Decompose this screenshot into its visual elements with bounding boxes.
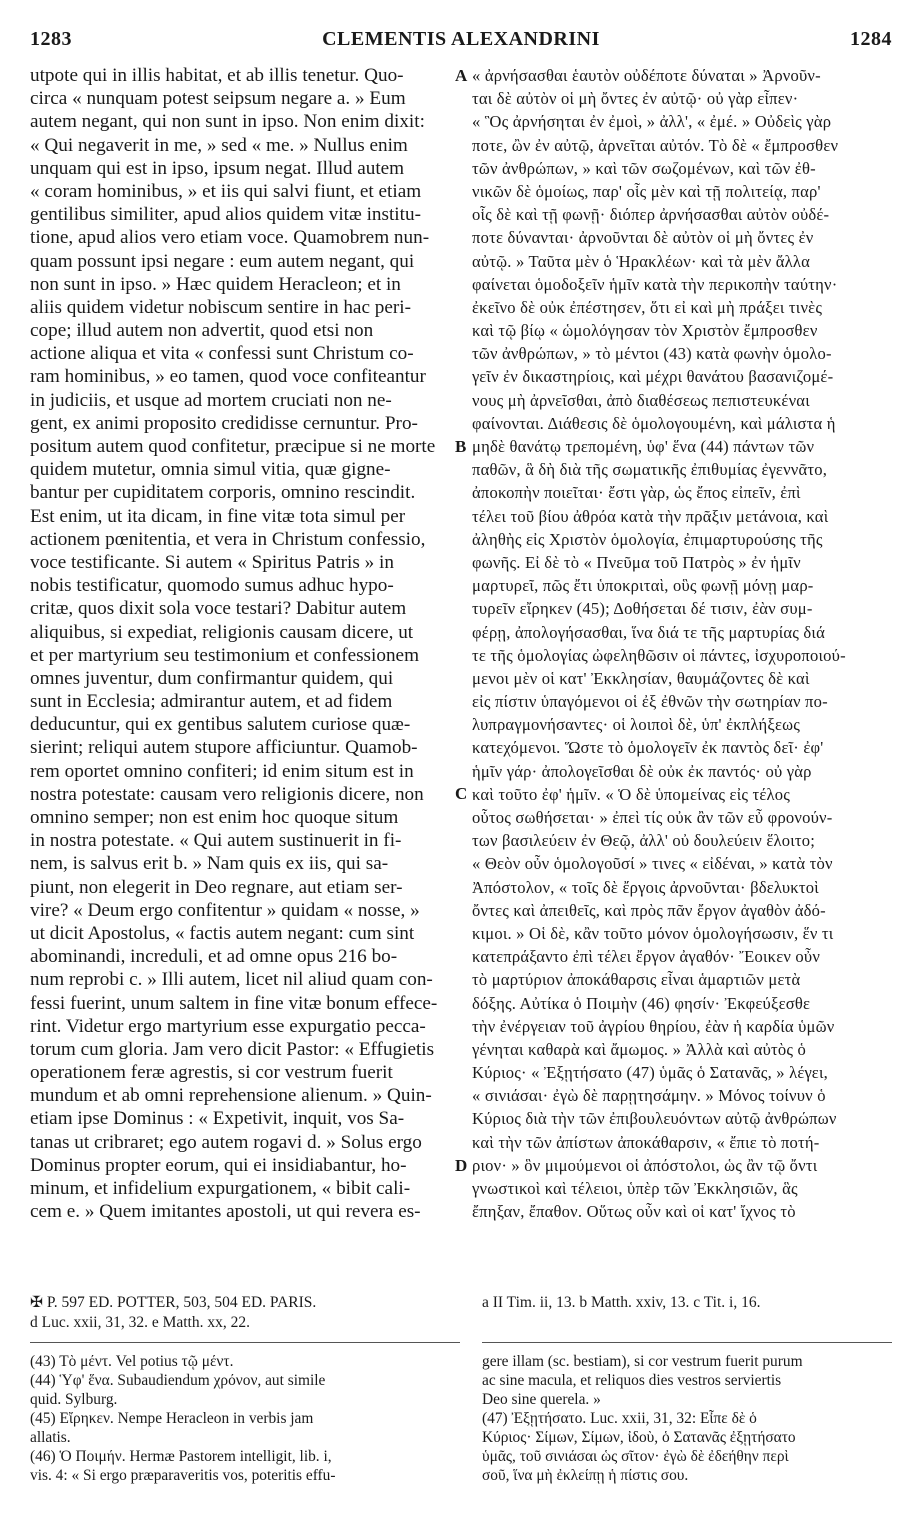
- text-line: unquam qui est in ipso, ipsum negat. Illud autem: [30, 157, 405, 179]
- text-line: nem, is salvus erit b. » Nam quis ex iis, qui sa-: [30, 853, 389, 875]
- text-line: οὗτος σωθήσεται· » ἐπεὶ τίς οὐκ ἂν τῶν εὖ φρονούν-: [472, 808, 833, 827]
- text-line: circa « nunquam potest seipsum negare a. » Eum: [30, 88, 406, 110]
- note-line: σοῦ, ἵνα μὴ ἐκλείπῃ ἡ πίστις σου.: [482, 1467, 689, 1484]
- text-line: et per martyrium seu testimonium et confessionem: [30, 644, 419, 666]
- text-line: gentilibus similiter, apud alios quidem vitæ institu-: [30, 204, 421, 226]
- text-line: ὄντες καὶ ἀπειθεῖς, καὶ πρὸς πᾶν ἔργον ἀγαθὸν ἀδό-: [472, 900, 826, 920]
- text-line: ram hominibus, » eo tamen, quod voce confiteantur: [30, 366, 426, 388]
- text-line: ἀληθὴς εἰς Χριστὸν ὁμολογία, ἐπιμαρτυρούσης τῆς: [472, 529, 823, 549]
- text-line: « Θεὸν οὖν ὁμολογοῦσί » τινες « εἰδέναι, » κατὰ τὸν: [472, 854, 833, 874]
- text-line: fessi fuerint, unum saltem in fine vitæ bonum effece-: [30, 992, 438, 1014]
- text-line: rint. Videtur ergo martyrium esse expurgatio pecca-: [30, 1015, 426, 1037]
- text-line: Κύριος διὰ τὴν τῶν ἐπιβουλευόντων αὐτῷ ἀνθρώπων: [472, 1109, 837, 1129]
- text-line: « Qui negaverit in me, » sed « me. » Nullus enim: [30, 134, 408, 156]
- note-line: gere illam (sc. bestiam), si cor vestrum fuerit purum: [482, 1353, 803, 1370]
- text-line: nobis testificatur, quomodo sumus adhuc hypo-: [30, 575, 394, 597]
- text-line: « Ὃς ἀρνήσηται ἐν ἐμοὶ, » ἀλλ', « ἐμέ. » Οὐδεὶς γὰρ: [472, 112, 832, 132]
- text-line: λυπραγμονήσαντες· οἱ λοιποὶ δὲ, ὑπ' ἐκπλήξεως: [472, 715, 801, 735]
- text-line: Ἀπόστολον, « τοῖς δὲ ἔργοις ἀρνοῦνται· βδελυκτοὶ: [472, 877, 819, 897]
- text-line: etiam ipse Dominus : « Expetivit, inquit, vos Sa-: [30, 1108, 405, 1130]
- text-line: ut dicit Apostolus, « factis autem negant: cum sint: [30, 922, 415, 944]
- text-line: tione, apud alios vero etiam voce. Quamobrem nun-: [30, 227, 430, 249]
- text-line: aliquibus, si expediat, religionis causam dicere, ut: [30, 621, 414, 643]
- text-line: operationem feræ agrestis, si cor vestrum fuerit: [30, 1062, 393, 1084]
- text-line: autem negant, qui non sunt in ipso. Non enim dixit:: [30, 111, 425, 133]
- margin-marker-d: D: [455, 1156, 468, 1175]
- text-line: piunt, non elegerit in Deo regnare, aut etiam ser-: [30, 876, 403, 898]
- running-title: CLEMENTIS ALEXANDRINI: [322, 28, 600, 50]
- text-line: τέλει τοῦ βίου ἀθρόα κατὰ τὴν πρᾶξιν μετάνοια, καὶ: [472, 506, 829, 526]
- text-line: τὴν ἐνέργειαν τοῦ ἀγρίου θηρίου, ἐὰν ἡ καρδία ὑμῶν: [472, 1016, 835, 1036]
- text-line: καὶ τῷ βίῳ « ὡμολόγησαν τὸν Χριστὸν ἔμπροσθεν: [472, 321, 818, 341]
- page-number-left: 1283: [30, 28, 72, 50]
- note-line: ac sine macula, et reliquos dies vestros serviertis: [482, 1372, 782, 1389]
- text-line: τῶν ἀνθρώπων, » τὸ μέντοι (43) κατὰ φωνὴν ὁμολο-: [472, 344, 832, 364]
- text-line: Κύριος· « Ἐξῃτήσατο (47) ὑμᾶς ὁ Σατανᾶς, » λέγει,: [472, 1063, 828, 1083]
- text-line: ποτε, ὢν ἐν αὐτῷ, ἀρνεῖται αὐτόν. Τὸ δὲ « ἔμπροσθεν: [472, 135, 839, 155]
- text-line: « ἀρνήσασθαι ἑαυτὸν οὐδέποτε δύναται » Ἀρνοῦν-: [472, 66, 821, 85]
- text-line: utpote qui in illis habitat, et ab illis tenetur. Quo-: [30, 65, 404, 86]
- text-line: παθῶν, ἃ δὴ διὰ τῆς σωματικῆς ἐπιθυμίας ἐγεννᾶτο,: [472, 460, 828, 480]
- text-line: vire? « Deum ergo confitentur » quidam « nosse, »: [30, 899, 420, 921]
- text-line: τῶν ἀνθρώπων, » καὶ τῶν σωζομένων, καὶ τῶν ἐθ-: [472, 158, 816, 178]
- note-line: Deo sine querela. »: [482, 1391, 601, 1408]
- note-line: Κύριος· Σίμων, Σίμων, ἰδοὺ, ὁ Σατανᾶς ἐξῃτήσατο: [482, 1429, 796, 1446]
- note-line: (44) Ὑφ' ἕνα. Subaudiendum χρόνον, aut simile: [30, 1372, 326, 1389]
- text-line: γένηται καθαρὰ καὶ ἄμωμος. » Ἀλλὰ καὶ αὐτὸς ὁ: [472, 1039, 807, 1059]
- footnote-line: a II Tim. ii, 13. b Matth. xxiv, 13. c Tit. i, 16.: [482, 1294, 761, 1311]
- note-line: (43) Τὸ μέντ. Vel potius τῷ μέντ.: [30, 1353, 234, 1370]
- margin-marker-c: C: [455, 784, 468, 803]
- text-line: αὐτῷ. » Ταῦτα μὲν ὁ Ἡρακλέων· καὶ τὰ μὲν ἄλλα: [472, 251, 811, 271]
- margin-marker-b: B: [455, 437, 467, 456]
- text-line: ριον· » ὃν μιμούμενοι οἱ ἀπόστολοι, ὡς ἂν τῷ ὄντι: [472, 1155, 818, 1175]
- text-line: ποτε δύνανται· ἀρνοῦνται δὲ αὐτὸν οἱ μὴ ὄντες ἐν: [472, 228, 814, 248]
- editorial-notes-right: [482, 1352, 892, 1485]
- text-line: rem oportet omnino confiteri; id enim situm est in: [30, 760, 414, 782]
- text-line: δόξης. Αὐτίκα ὁ Ποιμὴν (46) φησίν· Ἐκφεύξεσθε: [472, 993, 811, 1013]
- text-line: φαίνονται. Διάθεσις δὲ ὁμολογουμένη, καὶ μάλιστα ἡ: [472, 413, 836, 433]
- text-line: bantur per cupiditatem corporis, omnino rescindit.: [30, 482, 416, 504]
- text-line: καὶ τὴν τῶν ἀπίστων ἀποκάθαρσιν, « ἔπιε τὸ ποτή-: [472, 1132, 820, 1152]
- text-line: quidem mutetur, omnia simul vitia, quæ gigne-: [30, 459, 391, 481]
- text-line: critæ, quos dixit sola voce testari? Dabitur autem: [30, 598, 407, 620]
- text-line: Dominus propter eorum, qui ei insidiabantur, ho-: [30, 1154, 407, 1176]
- text-line: actionem pœnitentia, et vera in Christum confessio,: [30, 528, 426, 550]
- text-line: sunt in Ecclesia; admirantur autem, et ad fidem: [30, 691, 393, 713]
- text-line: actione aliqua et vita « confessi sunt Christum co-: [30, 343, 414, 365]
- text-line: omnes juventur, dum confirmantur quidem, qui: [30, 667, 394, 689]
- note-line: (47) Ἐξῃτήσατο. Luc. xxii, 31, 32: Εἶπε δὲ ὁ: [482, 1410, 757, 1427]
- text-line: φαίνεται ὁμοδοξεῖν ἡμῖν κατὰ τὴν περικοπὴν ταύτην·: [472, 274, 838, 294]
- note-line: vis. 4: « Si ergo præparaveritis vos, poteritis effu-: [30, 1467, 336, 1484]
- footnotes-left: [30, 1293, 460, 1333]
- text-line: ται δὲ αὐτὸν οἱ μὴ ὄντες ἐν αὐτῷ· οὐ γὰρ εἶπεν·: [472, 89, 799, 109]
- text-line: ἔπηξαν, ἔπαθον. Οὕτως οὖν καὶ οἱ κατ' ἴχνος τὸ: [472, 1202, 796, 1222]
- text-line: κατεχόμενοι. Ὥστε τὸ ὁμολογεῖν ἐκ παντὸς δεῖ· ἐφ': [472, 738, 824, 758]
- footnote-line: d Luc. xxii, 31, 32. e Matth. xx, 22.: [30, 1314, 250, 1331]
- text-line: aliis quidem videtur nobiscum sentire in hac peri-: [30, 296, 411, 318]
- text-line: minum, et infidelium expurgationem, « bibit cali-: [30, 1178, 411, 1199]
- text-line: non sunt in ipso. » Hæc quidem Heracleon; et in: [30, 273, 401, 295]
- text-line: gent, ex animi proposito credidisse cernuntur. Pro-: [30, 412, 418, 434]
- greek-column: [472, 64, 892, 1223]
- text-line: cope; illud autem non advertit, quod etsi non: [30, 320, 374, 342]
- text-line: mundum et ab omni reprehensione alienum. » Quin-: [30, 1085, 432, 1107]
- notes-divider-right: [482, 1342, 892, 1343]
- text-line: τυρεῖν εἴρηκεν (45); Δοθήσεται δέ τισιν, ἐὰν συμ-: [472, 599, 813, 619]
- note-line: (46) Ὁ Ποιμήν. Hermæ Pastorem intelligit, lib. i,: [30, 1448, 332, 1465]
- text-line: οἷς δὲ καὶ τῇ φωνῇ· διόπερ ἀρνήσασθαι αὐτὸν οὐδέ-: [472, 205, 830, 225]
- text-line: ἡμῖν γάρ· ἀπολογεῖσθαι δὲ οὐκ ἐκ παντός· οὐ γὰρ: [472, 761, 812, 781]
- text-line: in judiciis, et usque ad mortem cruciati non ne-: [30, 389, 392, 411]
- text-line: torum cum gloria. Jam vero dicit Pastor: « Effugietis: [30, 1038, 435, 1060]
- text-line: μηδὲ θανάτῳ τρεπομένη, ὑφ' ἕνα (44) πάντων τῶν: [472, 437, 815, 456]
- text-line: voce testificante. Si autem « Spiritus Patris » in: [30, 551, 394, 573]
- footnotes-right: [482, 1293, 892, 1313]
- text-line: κατεπράξαντο ἐπὶ τέλει ἔργον ἀγαθόν· Ἔοικεν οὖν: [472, 947, 821, 967]
- text-line: γεῖν ἐν δικαστηρίοις, καὶ μέχρι θανάτου βασανιζομέ-: [472, 367, 834, 387]
- text-line: num reprobi c. » Illi autem, licet nil aliud quam con-: [30, 969, 433, 991]
- text-line: « coram hominibus, » et iis qui salvi fiunt, et etiam: [30, 180, 422, 202]
- latin-column: [30, 64, 450, 1223]
- text-line: « σινιάσαι· ἐγὼ δὲ παρῃτησάμην. » Μόνος τοίνυν ὁ: [472, 1086, 826, 1106]
- note-line: allatis.: [30, 1429, 71, 1446]
- text-line: νικῶν δὲ ὁμοίως, παρ' οἷς μὲν καὶ τῇ πολιτείᾳ, παρ': [472, 181, 821, 201]
- text-line: εἰς πίστιν ὑπαγόμενοι οἱ ἐξ ἐθνῶν τὴν σωτηρίαν πο-: [472, 692, 828, 712]
- note-line: ὑμᾶς, τοῦ σινιάσαι ὡς σῖτον· ἐγὼ δὲ ἐδεήθην περὶ: [482, 1448, 789, 1465]
- text-line: φέρῃ, ἀπολογήσασθαι, ἵνα διά τε τῆς μαρτυρίας διά: [472, 622, 825, 642]
- footnote-line: ✠ P. 597 ED. POTTER, 503, 504 ED. PARIS.: [30, 1294, 317, 1311]
- text-line: ἀποκοπὴν ποιεῖται· ἔστι γὰρ, ὡς ἔπος εἰπεῖν, ἐπὶ: [472, 483, 801, 503]
- editorial-notes-left: [30, 1352, 460, 1485]
- text-line: μαρτυρεῖ, πῶς ἔτι ὑποκριταὶ, οὓς φωνῇ μόνῃ μαρ-: [472, 576, 814, 596]
- text-line: κιμοι. » Οἱ δὲ, κἂν τοῦτο μόνον ὁμολογήσωσιν, ἕν τι: [472, 923, 834, 943]
- text-line: deducuntur, qui ex gentibus salutem curiose quæ-: [30, 714, 411, 736]
- page-number-right: 1284: [850, 28, 892, 50]
- text-line: ἐκεῖνο δὲ οὐκ ἐπέστησεν, ὅτι εἰ καὶ μὴ πράξει τινὲς: [472, 297, 823, 317]
- text-line: μενοι μὲν οἱ κατ' Ἐκκλησίαν, θαυμάζοντες δὲ καὶ: [472, 668, 810, 688]
- page-header: [30, 28, 892, 58]
- text-line: nostra potestate: causam vero religionis dicere, non: [30, 783, 424, 805]
- text-line: των βασιλεύειν ἐν Θεῷ, ἀλλ' οὐ δουλεύειν ἕλοιτο;: [472, 831, 816, 851]
- margin-marker-a: A: [455, 66, 468, 85]
- text-line: καὶ τοῦτο ἐφ' ἡμῖν. « Ὁ δὲ ὑπομείνας εἰς τέλος: [472, 784, 791, 804]
- note-line: (45) Εἴρηκεν. Nempe Heracleon in verbis jam: [30, 1410, 314, 1427]
- text-line: φωνῆς. Εἰ δὲ τὸ « Πνεῦμα τοῦ Πατρὸς » ἐν ἡμῖν: [472, 552, 801, 572]
- text-line: τὸ μαρτύριον ἀποκάθαρσις εἶναι ἁμαρτιῶν μετὰ: [472, 970, 801, 990]
- text-line: quam possunt ipsi negare : eum autem negant, qui: [30, 250, 415, 272]
- text-line: γνωστικοὶ καὶ τέλειοι, ὑπὲρ τῶν Ἐκκλησιῶν, ἃς: [472, 1179, 798, 1198]
- text-line: tanas ut cribraret; ego autem rogavi d. » Solus ergo: [30, 1131, 422, 1153]
- text-line: positum autem quod confitetur, præcipue si ne morte: [30, 436, 436, 457]
- text-line: νους μὴ ἀρνεῖσθαι, ἀπὸ διαθέσεως πεπιστευκέναι: [472, 390, 810, 410]
- text-line: τε τῆς ὁμολογίας ὠφεληθῶσιν οἱ πάντες, ἰσχυροποιού-: [472, 645, 846, 665]
- note-line: quid. Sylburg.: [30, 1391, 118, 1408]
- text-line: Est enim, ut ita dicam, in fine vitæ tota simul per: [30, 505, 406, 527]
- text-line: omnino semper; non est enim hoc quoque situm: [30, 807, 399, 828]
- text-line: in nostra potestate. « Qui autem sustinuerit in fi-: [30, 830, 402, 852]
- text-line: sierint; reliqui autem stupore afficiuntur. Quamob-: [30, 737, 418, 759]
- text-line: abominandi, increduli, et ad omne opus 216 bo-: [30, 946, 398, 968]
- text-line: cem e. » Quem imitantes apostoli, ut qui revera es-: [30, 1201, 421, 1223]
- notes-divider-left: [30, 1342, 460, 1343]
